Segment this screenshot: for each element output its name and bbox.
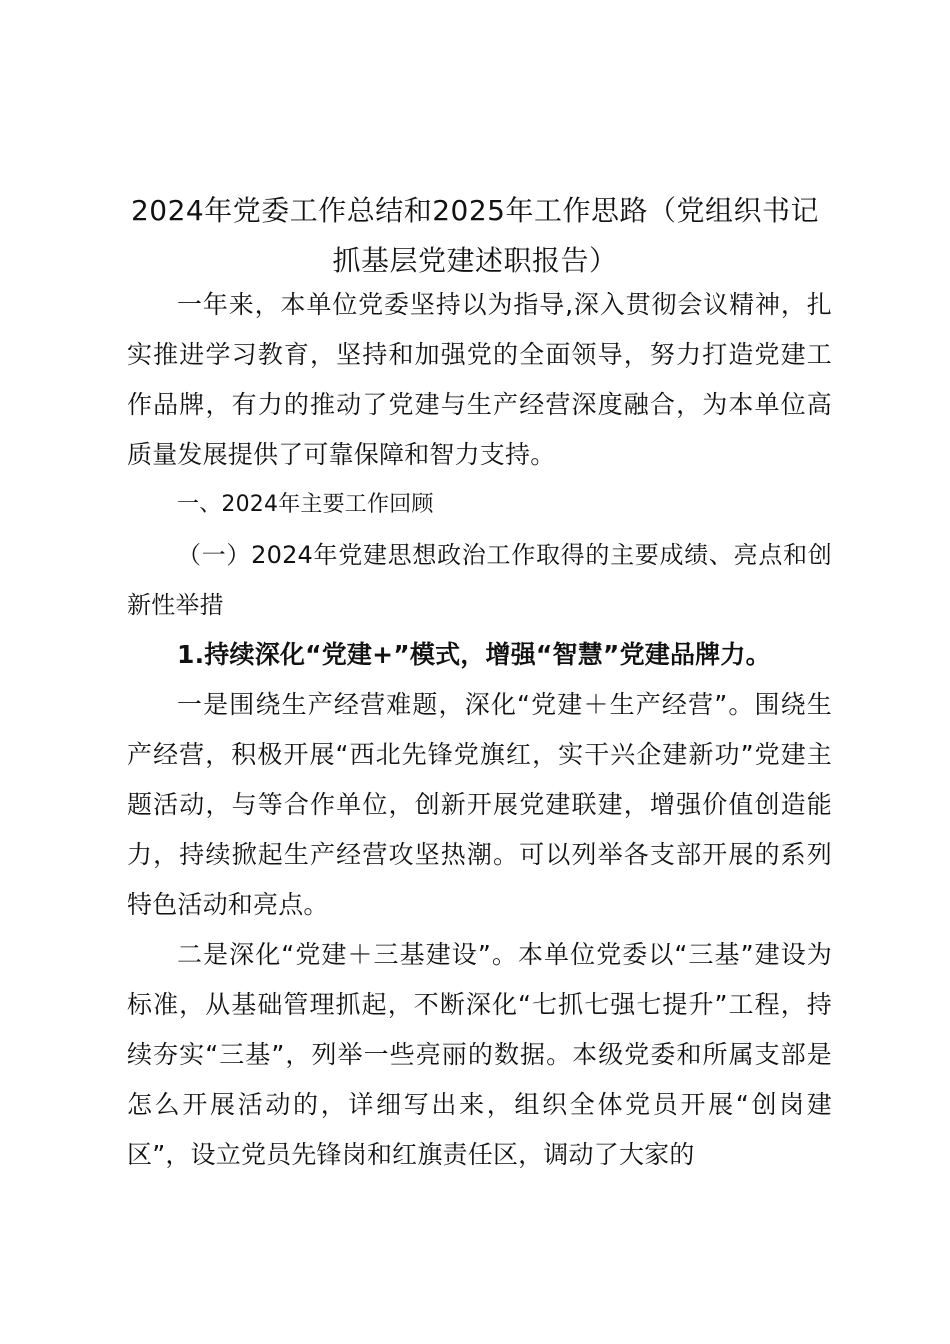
subsection-heading: （一）2024年党建思想政治工作取得的主要成绩、亮点和创新性举措 bbox=[127, 541, 832, 619]
document-title: 2024年党委工作总结和2025年工作思路（党组织书记抓基层党建述职报告） bbox=[130, 194, 820, 277]
body-paragraph-1: 一是围绕生产经营难题，深化“党建＋生产经营”。围绕生产经营，积极开展“西北先锋党旗红，实干兴企建新功”党建主题活动，与等合作单位，创新开展党建联建，增强价值创造能力，持续掀起生产经营攻坚热潮。可以列举各支部开展的系列特色活动和亮点。 bbox=[127, 690, 832, 919]
section-heading: 一、2024年主要工作回顾 bbox=[177, 492, 434, 517]
intro-paragraph: 一年来，本单位党委坚持以为指导,深入贯彻会议精神，扎实推进学习教育，坚持和加强党的全面领导，努力打造党建工作品牌，有力的推动了党建与生产经营深度融合，为本单位高质量发展提供了可靠保障和智力支持。 bbox=[127, 290, 832, 469]
document-body bbox=[127, 280, 832, 1180]
item-heading: 1.持续深化“党建+”模式，增强“智慧”党建品牌力。 bbox=[177, 640, 771, 669]
body-paragraph-2: 二是深化“党建＋三基建设”。本单位党委以“三基”建设为标准，从基础管理抓起，不断深化“七抓七强七提升”工程，持续夯实“三基”，列举一些亮丽的数据。本级党委和所属支部是怎么开展活动的，详细写出来，组织全体党员开展“创岗建区”，设立党员先锋岗和红旗责任区，调动了大家的 bbox=[127, 940, 832, 1169]
